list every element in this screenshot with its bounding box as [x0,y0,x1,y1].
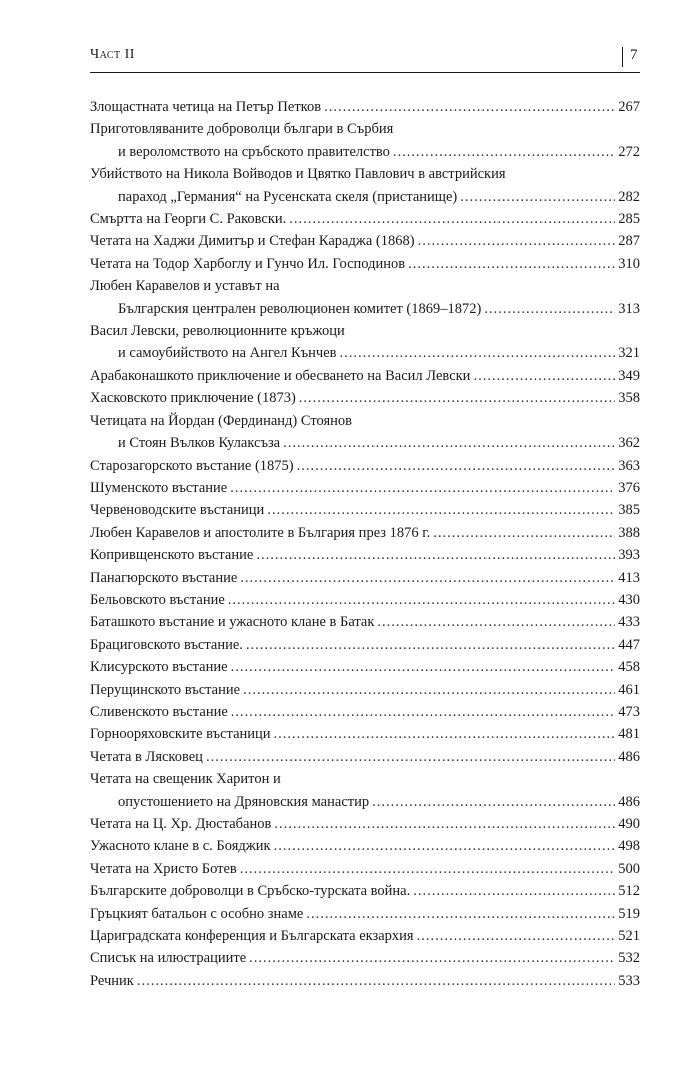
toc-entry-title: Любен Каравелов и уставът на [90,278,280,295]
dot-leader [339,342,615,364]
toc-entry [90,970,640,992]
toc-entry-line [90,320,640,342]
toc-entry-line [90,499,640,521]
toc-entry-title: Старозагорското въстание (1875) [90,457,294,474]
toc-entry-line [90,118,640,140]
toc-entry [90,365,640,387]
toc-entry-line [90,342,640,364]
toc-entry-page: 313 [618,300,640,317]
toc-entry-page: 481 [618,726,640,743]
toc-entry-line [90,656,640,678]
toc-entry-title: Приготовляваните доброволци българи в Сърбия [90,121,394,138]
toc-entry-title: Хасковското приключение (1873) [90,390,296,407]
toc-entry-title: Любен Каравелов и апостолите в България през 1876 г. [90,524,431,541]
toc-entry-title: параход „Германия“ на Русенската скеля (пристанище) [118,188,458,205]
running-header [90,47,640,69]
toc-entry-title: Копривщенското въстание [90,547,254,564]
toc-entry-title: Васил Левски, революционните кръжоци [90,323,345,340]
toc-entry-line [90,477,640,499]
toc-entry-page: 433 [618,614,640,631]
toc-entry-title: Четицата на Йордан (Фердинанд) Стоянов [90,412,352,429]
toc-entry-page: 321 [618,345,640,362]
toc-entry [90,230,640,252]
dot-leader [240,858,615,880]
toc-entry-title: Перущинското въстание [90,681,241,698]
toc-entry-page: 267 [618,99,640,115]
toc-entry-title: Гръцкият батальон с особно знаме [90,905,304,922]
dot-leader [413,880,615,902]
toc-entry-line [90,701,640,723]
toc-entry-title: и Стоян Вълков Кулаксъза [118,435,281,452]
toc-entry-page: 413 [618,569,640,586]
toc-entry-title: Четата в Лясковец [90,748,203,765]
toc-entry-title: Смъртта на Георги С. Раковски. [90,211,287,228]
toc-entry-line [90,813,640,835]
dot-leader [299,387,615,409]
toc-entry [90,163,640,208]
toc-entry [90,701,640,723]
toc-entry-title: Червеноводските въстаници [90,502,265,519]
toc-entry-line [90,387,640,409]
dot-leader [240,567,615,589]
toc-entry [90,387,640,409]
toc-entry-page: 512 [618,883,640,900]
toc-entry-page: 287 [618,233,640,250]
dot-leader [206,746,615,768]
toc-entry [90,589,640,611]
toc-entry-line [90,410,640,432]
dot-leader [408,253,615,275]
toc-entry-page: 362 [618,435,640,452]
toc-entry [90,903,640,925]
toc-entry-line [90,858,640,880]
toc-entry [90,611,640,633]
toc-entry-line [90,970,640,992]
toc-entry-title: Българските доброволци в Сръбско-турската война. [90,883,411,900]
toc-entry-page: 282 [618,188,640,205]
dot-leader [473,365,615,387]
toc-entry-line [90,589,640,611]
toc-entry-page: 447 [618,636,640,653]
toc-entry-title: Четата на Тодор Харбоглу и Гунчо Ил. Господинов [90,255,406,272]
toc-entry-line [90,880,640,902]
toc-entry-page: 498 [618,838,640,855]
toc-entry-title: Убийството на Никола Войводов и Цвятко Павлович в австрийския [90,166,506,183]
dot-leader [231,656,616,678]
toc-entry-line [90,298,640,320]
toc-entry-line [90,723,640,745]
toc-entry [90,835,640,857]
toc-entry-line [90,141,640,163]
toc-entry [90,275,640,320]
toc-entry-line [90,903,640,925]
toc-entry-title: Панагюрското въстание [90,569,238,586]
toc-entry [90,320,640,365]
part-title: Част II [90,47,135,62]
toc-entry [90,813,640,835]
toc-entry-title: Бельовското въстание [90,591,225,608]
toc-entry-page: 393 [618,547,640,564]
toc-entry-title: Горнооряховските въстаници [90,726,271,743]
header-rule [90,72,640,73]
dot-leader [267,499,615,521]
toc-entry [90,679,640,701]
toc-entry [90,634,640,656]
dot-leader [274,835,616,857]
toc-entry [90,499,640,521]
toc-entry [90,253,640,275]
toc-entry-page: 358 [618,390,640,407]
dot-leader [246,634,615,656]
toc-entry [90,567,640,589]
toc-entry-title: Четата на Хаджи Димитър и Стефан Караджа (1868) [90,233,415,250]
toc-entry-page: 349 [618,367,640,384]
dot-leader [377,611,615,633]
toc-entry [90,947,640,969]
toc-entry-line [90,746,640,768]
toc-entry-page: 376 [618,479,640,496]
toc-entry-line [90,186,640,208]
toc-entry-line [90,925,640,947]
toc-entry-page: 533 [618,972,640,989]
toc-entry-page: 385 [618,502,640,519]
toc-entry-title: Българския централен революционен комитет (1869–1872) [118,300,482,317]
dot-leader [274,813,615,835]
toc-entry-page: 310 [618,255,640,272]
dot-leader [418,230,616,252]
toc-entry-page: 388 [618,524,640,541]
toc-entry-title: Баташкото въстание и ужасното клане в Батак [90,614,375,631]
toc-entry-page: 461 [618,681,640,698]
toc-entry-line [90,791,640,813]
toc-entry-title: Цариградската конференция и Българската екзархия [90,928,414,945]
toc-entry-title: Четата на Христо Ботев [90,860,237,877]
toc-entry-line [90,96,640,118]
table-of-contents [90,96,640,992]
toc-entry-line [90,611,640,633]
dot-leader [297,455,616,477]
dot-leader [460,186,615,208]
toc-entry [90,768,640,813]
toc-entry-line [90,208,640,230]
toc-entry-title: опустошението на Дряновския манастир [118,793,370,810]
toc-entry-line [90,432,640,454]
dot-leader [372,791,615,813]
toc-entry [90,455,640,477]
toc-entry-title: Четата на Ц. Хр. Дюстабанов [90,816,272,832]
toc-entry-line [90,567,640,589]
toc-entry-page: 486 [618,748,640,765]
toc-entry-title: и самоубийството на Ангел Кънчев [118,345,337,362]
dot-leader [306,903,615,925]
dot-leader [324,96,615,118]
dot-leader [256,544,615,566]
toc-entry-line [90,275,640,297]
dot-leader [274,723,616,745]
toc-entry [90,208,640,230]
toc-entry-page: 490 [618,816,640,832]
page-number: 7 [630,47,638,63]
toc-entry-page: 486 [618,793,640,810]
toc-entry-line [90,230,640,252]
toc-entry-line [90,947,640,969]
toc-entry-title: Арабаконашкото приключение и обесването на Васил Левски [90,367,471,384]
dot-leader [243,679,615,701]
dot-leader [231,701,615,723]
toc-entry-line [90,768,640,790]
toc-entry [90,96,640,118]
toc-entry-page: 500 [618,860,640,877]
toc-entry-page: 363 [618,457,640,474]
toc-entry-title: Четата на свещеник Харитон и [90,771,281,788]
toc-entry [90,410,640,455]
toc-entry-line [90,634,640,656]
toc-entry-title: Ужасното клане в с. Бояджик [90,838,271,855]
toc-entry-line [90,522,640,544]
toc-entry-title: и вероломството на сръбското правителство [118,143,390,160]
toc-entry-line [90,679,640,701]
toc-entry-title: Брациговското въстание. [90,636,243,653]
toc-entry-title: Клисурското въстание [90,659,228,676]
toc-entry-page: 473 [618,703,640,720]
dot-leader [393,141,615,163]
dot-leader [417,925,616,947]
toc-entry [90,746,640,768]
dot-leader [484,298,615,320]
toc-entry [90,118,640,163]
toc-entry [90,522,640,544]
toc-entry [90,544,640,566]
toc-entry-page: 272 [618,143,640,160]
toc-entry [90,925,640,947]
toc-entry-line [90,544,640,566]
toc-entry-page: 532 [618,950,640,967]
dot-leader [249,947,615,969]
toc-entry-page: 519 [618,905,640,922]
toc-entry [90,880,640,902]
dot-leader [228,589,615,611]
toc-entry-title: Речник [90,972,134,989]
dot-leader [230,477,615,499]
toc-entry-title: Шуменското въстание [90,479,228,496]
dot-leader [137,970,615,992]
toc-entry [90,723,640,745]
toc-entry-title: Злощастната четица на Петър Петков [90,99,322,115]
toc-entry-line [90,365,640,387]
toc-entry-page: 521 [618,928,640,945]
toc-entry-line [90,253,640,275]
toc-entry-page: 458 [618,659,640,676]
toc-entry-page: 430 [618,591,640,608]
toc-entry [90,858,640,880]
toc-entry-page: 285 [618,211,640,228]
toc-entry-line [90,455,640,477]
toc-entry-line [90,835,640,857]
toc-entry [90,656,640,678]
dot-leader [289,208,615,230]
toc-entry-title: Сливенското въстание [90,703,228,720]
dot-leader [433,522,615,544]
dot-leader [283,432,615,454]
toc-entry [90,477,640,499]
toc-entry-line [90,163,640,185]
header-separator [622,47,623,67]
toc-entry-title: Списък на илюстрациите [90,950,247,967]
